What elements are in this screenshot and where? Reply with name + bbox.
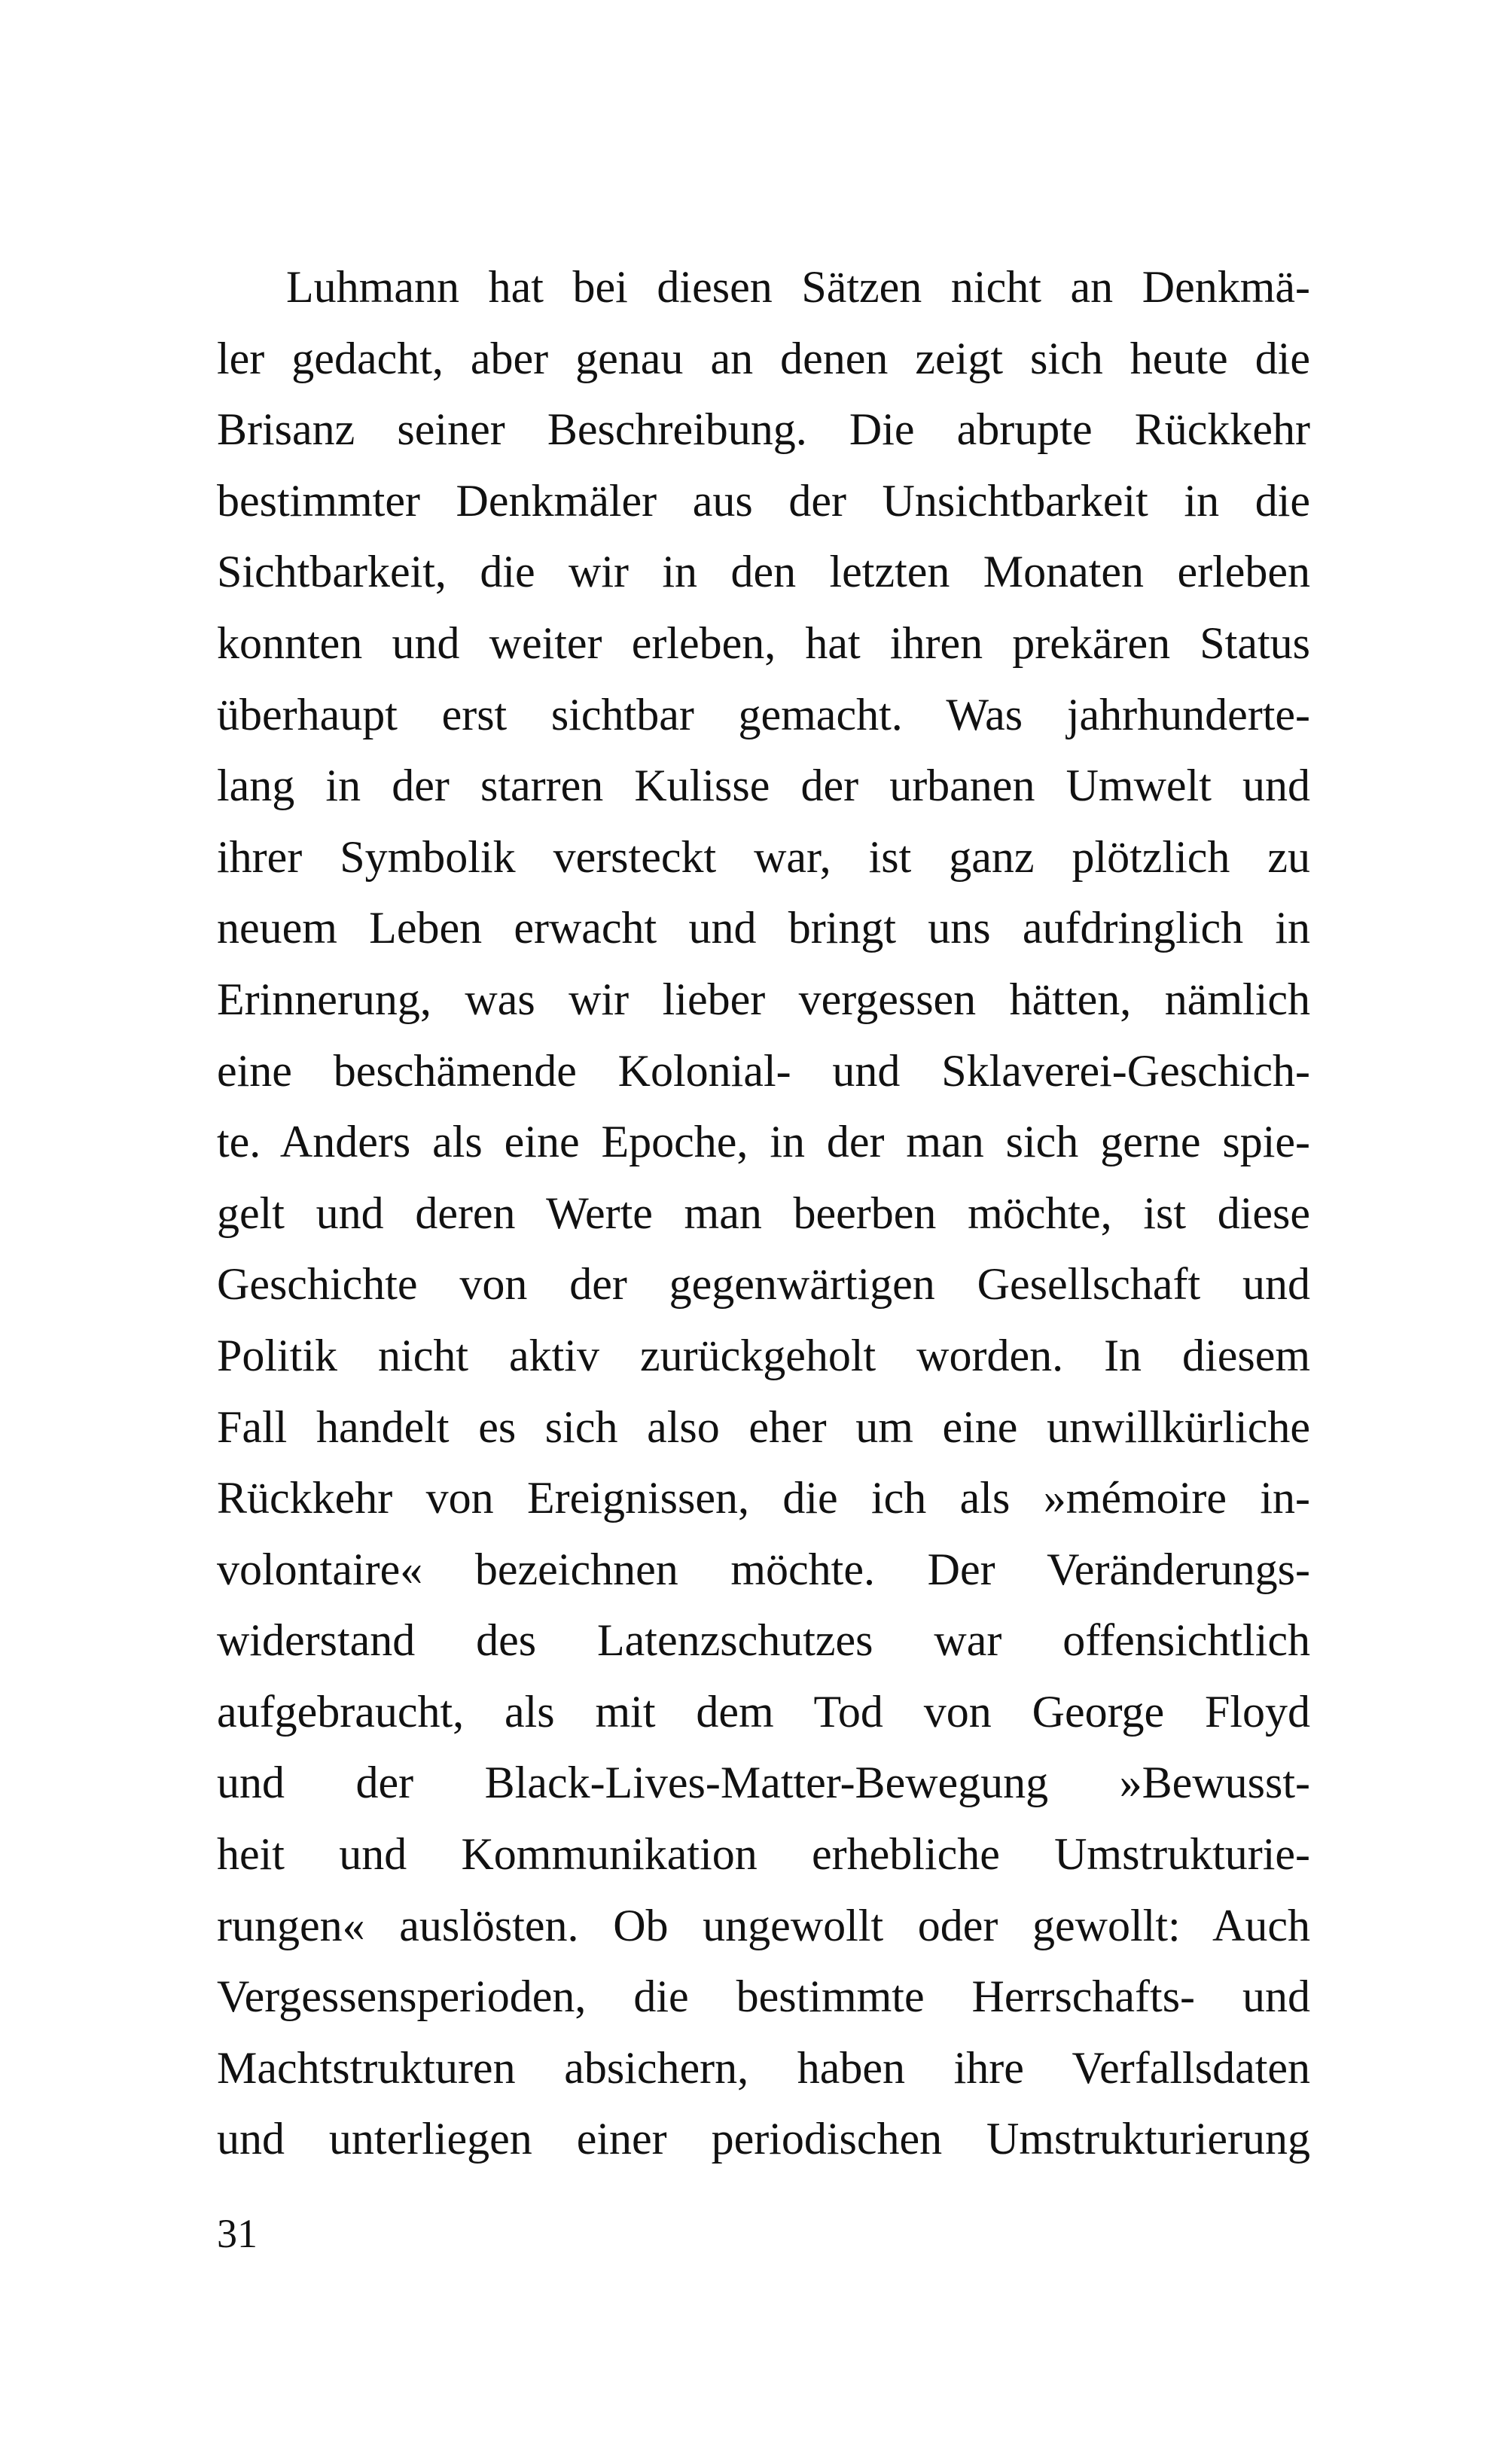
text-line: eine beschämende Kolonial- und Sklaverei-Geschich- [217, 1045, 1310, 1096]
text-line: Rückkehr von Ereignissen, die ich als »mémoire in- [217, 1473, 1310, 1523]
text-line: Geschichte von der gegenwärtigen Gesellschaft und [217, 1259, 1310, 1310]
text-line: volontaire« bezeichnen möchte. Der Veränderungs- [217, 1544, 1310, 1594]
text-line: Fall handelt es sich also eher um eine unwillkürliche [217, 1401, 1310, 1452]
text-line: widerstand des Latenzschutzes war offensichtlich [217, 1615, 1310, 1666]
text-line: konnten und weiter erleben, hat ihren prekären Status [217, 618, 1310, 668]
text-line: heit und Kommunikation erhebliche Umstrukturie- [217, 1829, 1310, 1880]
text-line: Luhmann hat bei diesen Sätzen nicht an Denkmä- [286, 262, 1310, 312]
text-line: bestimmter Denkmäler aus der Unsichtbarkeit in die [217, 475, 1310, 526]
text-line: Politik nicht aktiv zurückgeholt worden. In diesem [217, 1330, 1310, 1380]
text-line: und der Black-Lives-Matter-Bewegung »Bewusst- [217, 1758, 1310, 1808]
text-line: aufgebraucht, als mit dem Tod von George Floyd [217, 1686, 1310, 1737]
text-line: Machtstrukturen absichern, haben ihre Verfallsdaten [217, 2042, 1310, 2093]
text-line: überhaupt erst sichtbar gemacht. Was jahrhunderte- [217, 689, 1310, 740]
text-line: ihrer Symbolik versteckt war, ist ganz plötzlich zu [217, 831, 1310, 882]
text-line: lang in der starren Kulisse der urbanen Umwelt und [217, 761, 1310, 811]
text-line: Sichtbarkeit, die wir in den letzten Monaten erleben [217, 547, 1310, 597]
page-number: 31 [217, 2211, 258, 2256]
text-line: Brisanz seiner Beschreibung. Die abrupte Rückkehr [217, 404, 1310, 455]
text-line: und unterliegen einer periodischen Umstrukturierung [217, 2114, 1310, 2164]
text-line: rungen« auslösten. Ob ungewollt oder gewollt: Auch [217, 1900, 1310, 1950]
text-line: neuem Leben erwacht und bringt uns aufdringlich in [217, 903, 1310, 953]
body-paragraph [217, 252, 1310, 2175]
text-line: Vergessensperioden, die bestimmte Herrschafts- und [217, 1972, 1310, 2022]
text-line: gelt und deren Werte man beerben möchte, ist diese [217, 1188, 1310, 1238]
text-line: ler gedacht, aber genau an denen zeigt sich heute die [217, 333, 1310, 383]
text-line: Erinnerung, was wir lieber vergessen hätten, nämlich [217, 974, 1310, 1024]
text-line: te. Anders als eine Epoche, in der man sich gerne spie- [217, 1117, 1310, 1167]
